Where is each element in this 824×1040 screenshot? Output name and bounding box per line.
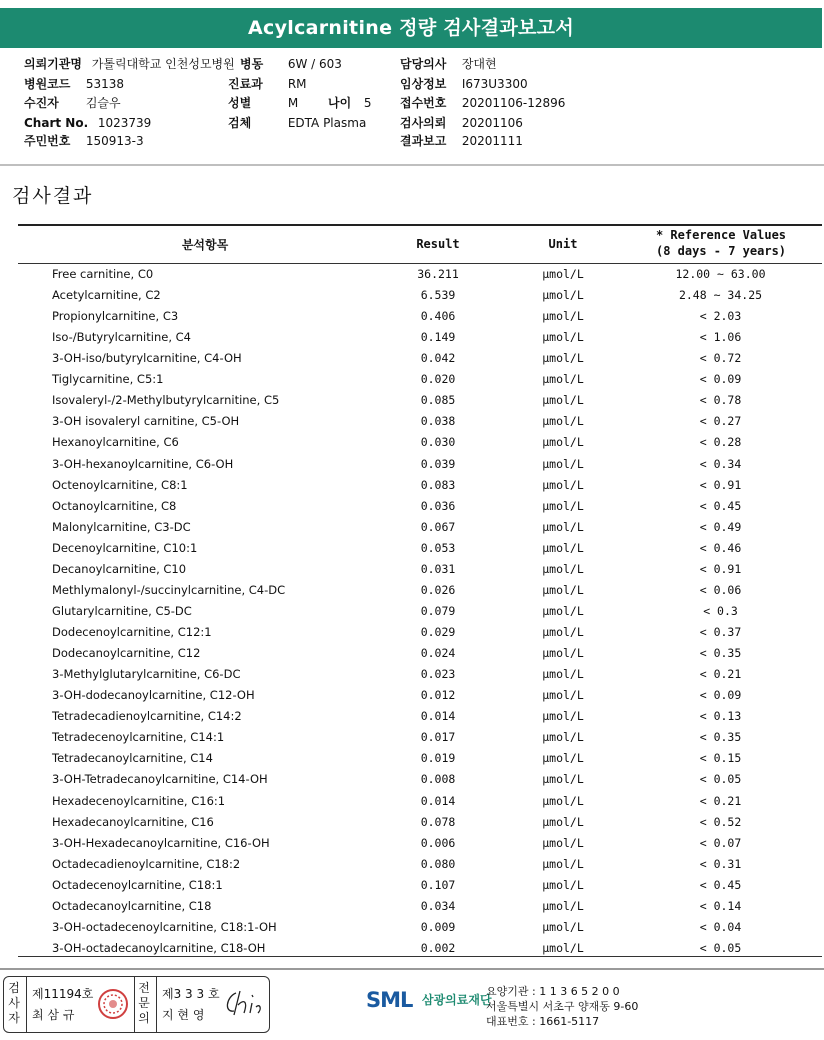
- analyte-name: Malonylcarnitine, C3-DC: [52, 519, 191, 534]
- unit-value: μmol/L: [542, 414, 584, 429]
- info-value: 가톨릭대학교 인천성모병원: [91, 57, 235, 71]
- analyte-name: Octanoylcarnitine, C8: [52, 498, 177, 513]
- header-item: 분석항목: [181, 238, 229, 252]
- result-value: 0.009: [420, 919, 456, 934]
- analyte-name: 3-OH-Tetradecanoylcarnitine, C14-OH: [52, 772, 268, 787]
- reference-value: < 0.46: [699, 540, 742, 555]
- reference-value: < 0.07: [699, 835, 742, 850]
- unit-value: μmol/L: [542, 625, 584, 640]
- result-value: 0.067: [420, 519, 456, 534]
- logo-text: SML: [366, 988, 413, 1012]
- institution-phone: 대표번호 : 1661-5117: [486, 1015, 600, 1028]
- info-label: 검체: [228, 116, 252, 130]
- reference-value: < 0.28: [699, 435, 742, 450]
- table-row: [18, 685, 822, 706]
- analyte-name: Tiglycarnitine, C5:1: [52, 372, 164, 387]
- unit-value: μmol/L: [542, 372, 584, 387]
- unit-value: μmol/L: [542, 919, 584, 934]
- info-value: 20201106: [461, 116, 523, 130]
- info-label: 성별: [228, 96, 252, 110]
- divider: [26, 977, 27, 1032]
- reference-value: < 0.15: [699, 751, 742, 766]
- reference-value: < 0.78: [699, 393, 742, 408]
- unit-value: μmol/L: [542, 267, 584, 281]
- result-value: 0.038: [420, 414, 456, 429]
- analyte-name: Hexadecenoylcarnitine, C16:1: [52, 793, 226, 808]
- reference-value: < 0.04: [699, 919, 742, 934]
- result-value: 0.406: [420, 309, 456, 324]
- table-row: [18, 727, 822, 748]
- unit-value: μmol/L: [542, 456, 584, 471]
- result-value: 0.008: [420, 772, 456, 787]
- info-value: 장대현: [461, 57, 497, 71]
- table-row: [18, 622, 822, 643]
- table-row: [18, 348, 822, 369]
- footer-divider: [0, 968, 824, 970]
- result-value: 0.017: [420, 730, 456, 745]
- specialist-number: 제3 3 3 호: [162, 987, 220, 1001]
- info-request-date: [400, 116, 523, 130]
- info-sex: [228, 96, 298, 110]
- institution-code: 요양기관 : 1 1 3 6 5 2 0 0: [486, 985, 620, 998]
- table-row: [18, 748, 822, 769]
- reference-value: < 0.45: [699, 498, 742, 513]
- unit-value: μmol/L: [542, 288, 584, 303]
- analyte-name: Hexanoylcarnitine, C6: [52, 435, 179, 450]
- header-ref-line2: (8 days - 7 years): [655, 244, 787, 258]
- specialist-name: 지 현 영: [162, 1008, 205, 1022]
- unit-value: μmol/L: [542, 477, 584, 492]
- result-value: 0.014: [420, 709, 456, 724]
- info-value: 6W / 603: [287, 57, 342, 71]
- analyte-name: Octadecadienoylcarnitine, C18:2: [52, 856, 241, 871]
- table-row: [18, 664, 822, 685]
- result-value: 36.211: [417, 267, 459, 281]
- analyte-name: Octadecenoylcarnitine, C18:1: [52, 877, 223, 892]
- analyte-name: Iso-/Butyrylcarnitine, C4: [52, 330, 191, 345]
- result-value: 0.026: [420, 582, 456, 597]
- info-label: 임상정보: [400, 77, 447, 91]
- unit-value: μmol/L: [542, 688, 584, 703]
- vertical-char: 문: [138, 996, 150, 1010]
- unit-value: μmol/L: [542, 603, 584, 618]
- unit-value: μmol/L: [542, 330, 584, 345]
- sml-logo: [366, 988, 492, 1012]
- info-label: 병동: [240, 57, 264, 71]
- unit-value: μmol/L: [542, 709, 584, 724]
- institution-address: 서울특별시 서초구 양재동 9-60: [486, 1000, 639, 1013]
- analyte-name: Dodecanoylcarnitine, C12: [52, 646, 201, 661]
- examiner-name: 최 삼 규: [32, 1008, 75, 1022]
- unit-value: μmol/L: [542, 646, 584, 661]
- result-value: 0.083: [420, 477, 456, 492]
- info-value: M: [287, 96, 299, 110]
- reference-value: < 0.45: [699, 877, 742, 892]
- unit-value: μmol/L: [542, 877, 584, 892]
- vertical-char: 자: [8, 1011, 20, 1025]
- unit-value: μmol/L: [542, 751, 584, 766]
- result-value: 0.079: [420, 603, 456, 618]
- reference-value: 2.48 ~ 34.25: [678, 288, 763, 303]
- info-label: 접수번호: [400, 96, 447, 110]
- table-row: [18, 706, 822, 727]
- table-row: [18, 791, 822, 812]
- reference-value: 12.00 ~ 63.00: [675, 267, 766, 281]
- section-title: 검사결과: [12, 185, 94, 207]
- analyte-name: Acetylcarnitine, C2: [52, 288, 161, 303]
- info-value: 김슬우: [85, 96, 121, 110]
- result-value: 0.042: [420, 351, 456, 366]
- info-value: 1023739: [97, 116, 152, 130]
- unit-value: μmol/L: [542, 793, 584, 808]
- unit-value: μmol/L: [542, 435, 584, 450]
- institution-info: [486, 984, 638, 1029]
- divider: [0, 164, 824, 166]
- reference-value: < 0.3: [703, 603, 738, 618]
- unit-value: μmol/L: [542, 772, 584, 787]
- info-receipt-no: [400, 96, 565, 110]
- header-ref-line1: * Reference Values: [655, 228, 787, 242]
- table-row: [18, 496, 822, 517]
- reference-value: < 0.06: [699, 582, 742, 597]
- analyte-name: 3-OH isovaleryl carnitine, C5-OH: [52, 414, 240, 429]
- analyte-name: 3-OH-Hexadecanoylcarnitine, C16-OH: [52, 835, 270, 850]
- reference-value: < 0.31: [699, 856, 742, 871]
- info-hospital: [24, 57, 235, 71]
- result-value: 0.036: [420, 498, 456, 513]
- analyte-name: Dodecenoylcarnitine, C12:1: [52, 625, 212, 640]
- table-row: [18, 580, 822, 601]
- info-value: 150913-3: [85, 134, 144, 148]
- analyte-name: Methlymalonyl-/succinylcarnitine, C4-DC: [52, 582, 286, 597]
- reference-value: < 0.13: [699, 709, 742, 724]
- unit-value: μmol/L: [542, 519, 584, 534]
- analyte-name: Hexadecanoylcarnitine, C16: [52, 814, 214, 829]
- analyte-name: 3-Methylglutarylcarnitine, C6-DC: [52, 667, 241, 682]
- table-row: [18, 917, 822, 938]
- reference-value: < 0.21: [699, 667, 742, 682]
- reference-value: < 0.37: [699, 625, 742, 640]
- result-value: 0.085: [420, 393, 456, 408]
- analyte-name: Propionylcarnitine, C3: [52, 309, 179, 324]
- info-clinical: [400, 77, 528, 91]
- table-row: [18, 517, 822, 538]
- info-label: 검사의뢰: [400, 116, 447, 130]
- report-title: Acylcarnitine 정량 검사결과보고서: [0, 8, 822, 48]
- info-age: [328, 96, 371, 110]
- result-value: 0.020: [420, 372, 456, 387]
- reference-value: < 0.91: [699, 561, 742, 576]
- unit-value: μmol/L: [542, 561, 584, 576]
- info-value: EDTA Plasma: [287, 116, 367, 130]
- analyte-name: 3-OH-octadecanoylcarnitine, C18-OH: [52, 940, 266, 955]
- info-label: 진료과: [228, 77, 263, 91]
- signature-icon: [222, 987, 264, 1019]
- info-physician: [400, 57, 497, 71]
- info-value: 20201111: [461, 134, 523, 148]
- info-label: 주민번호: [24, 134, 71, 148]
- info-label: 나이: [328, 96, 352, 110]
- analyte-name: Isovaleryl-/2-Methylbutyrylcarnitine, C5: [52, 393, 280, 408]
- divider: [134, 977, 135, 1032]
- vertical-char: 전: [138, 981, 150, 995]
- analyte-name: Free carnitine, C0: [52, 267, 154, 281]
- table-row: [18, 538, 822, 559]
- table-row: [18, 390, 822, 411]
- table-row: [18, 327, 822, 348]
- unit-value: μmol/L: [542, 730, 584, 745]
- unit-value: μmol/L: [542, 309, 584, 324]
- info-hospital-code: [24, 77, 124, 91]
- table-row: [18, 285, 822, 306]
- result-value: 0.030: [420, 435, 456, 450]
- table-row: [18, 559, 822, 580]
- table-row: [18, 432, 822, 453]
- reference-value: < 0.27: [699, 414, 742, 429]
- reference-value: < 0.52: [699, 814, 742, 829]
- table-row: [18, 475, 822, 496]
- result-value: 0.029: [420, 625, 456, 640]
- info-value: RM: [287, 77, 307, 91]
- info-ward: [240, 57, 342, 71]
- table-row: [18, 875, 822, 896]
- divider: [156, 977, 157, 1032]
- table-row: [18, 264, 822, 285]
- result-value: 0.031: [420, 561, 456, 576]
- info-specimen: [228, 116, 366, 130]
- table-bottom-rule: [18, 956, 822, 957]
- result-value: 0.078: [420, 814, 456, 829]
- table-top-rule: [18, 224, 822, 226]
- unit-value: μmol/L: [542, 667, 584, 682]
- table-row: [18, 601, 822, 622]
- unit-value: μmol/L: [542, 856, 584, 871]
- reference-value: < 0.91: [699, 477, 742, 492]
- examiner-vertical-label: [7, 981, 21, 1026]
- analyte-name: Tetradecenoylcarnitine, C14:1: [52, 730, 225, 745]
- examiner-number: 제11194호: [32, 987, 94, 1001]
- unit-value: μmol/L: [542, 498, 584, 513]
- vertical-char: 검: [8, 981, 20, 995]
- analyte-name: Glutarylcarnitine, C5-DC: [52, 603, 192, 618]
- result-value: 0.053: [420, 540, 456, 555]
- table-row: [18, 854, 822, 875]
- result-value: 0.012: [420, 688, 456, 703]
- reference-value: < 0.35: [699, 646, 742, 661]
- table-row: [18, 769, 822, 790]
- unit-value: μmol/L: [542, 540, 584, 555]
- result-value: 0.014: [420, 793, 456, 808]
- reference-value: < 1.06: [699, 330, 742, 345]
- result-value: 0.024: [420, 646, 456, 661]
- analyte-name: Octadecanoylcarnitine, C18: [52, 898, 212, 913]
- analyte-name: 3-OH-octadecenoylcarnitine, C18:1-OH: [52, 919, 277, 934]
- table-row: [18, 369, 822, 390]
- info-label: 결과보고: [400, 134, 447, 148]
- result-value: 0.080: [420, 856, 456, 871]
- result-value: 6.539: [420, 288, 456, 303]
- reference-value: < 0.35: [699, 730, 742, 745]
- info-value: I673U3300: [461, 77, 528, 91]
- info-value: 5: [363, 96, 372, 110]
- seal-stamp-icon: [96, 985, 130, 1023]
- unit-value: μmol/L: [542, 898, 584, 913]
- result-value: 0.006: [420, 835, 456, 850]
- reference-value: < 0.21: [699, 793, 742, 808]
- reference-value: < 0.09: [699, 372, 742, 387]
- info-patient: [24, 96, 121, 110]
- reference-value: < 0.34: [699, 456, 742, 471]
- table-row: [18, 454, 822, 475]
- table-row: [18, 411, 822, 432]
- result-value: 0.149: [420, 330, 456, 345]
- analyte-name: Tetradecanoylcarnitine, C14: [52, 751, 213, 766]
- result-value: 0.002: [420, 940, 456, 955]
- reference-value: < 0.72: [699, 351, 742, 366]
- result-value: 0.019: [420, 751, 456, 766]
- reference-value: < 0.05: [699, 772, 742, 787]
- result-value: 0.034: [420, 898, 456, 913]
- unit-value: μmol/L: [542, 835, 584, 850]
- unit-value: μmol/L: [542, 940, 584, 955]
- unit-value: μmol/L: [542, 393, 584, 408]
- foundation-name: 삼광의료재단: [421, 993, 492, 1007]
- info-resident-no: [24, 134, 144, 148]
- analyte-name: Decenoylcarnitine, C10:1: [52, 540, 198, 555]
- analyte-name: Decanoylcarnitine, C10: [52, 561, 187, 576]
- analyte-name: 3-OH-iso/butyrylcarnitine, C4-OH: [52, 351, 242, 366]
- result-value: 0.023: [420, 667, 456, 682]
- table-row: [18, 812, 822, 833]
- info-label: 담당의사: [400, 57, 447, 71]
- header-unit: Unit: [548, 237, 578, 251]
- analyte-name: 3-OH-dodecanoylcarnitine, C12-OH: [52, 688, 255, 703]
- vertical-char: 사: [8, 996, 20, 1010]
- analyte-name: Octenoylcarnitine, C8:1: [52, 477, 188, 492]
- table-row: [18, 643, 822, 664]
- info-department: [228, 77, 307, 91]
- info-label: 병원코드: [24, 77, 71, 91]
- info-label: 수진자: [24, 96, 59, 110]
- table-row: [18, 306, 822, 327]
- reference-value: < 0.09: [699, 688, 742, 703]
- reference-value: < 0.05: [699, 940, 742, 955]
- result-value: 0.107: [420, 877, 456, 892]
- unit-value: μmol/L: [542, 582, 584, 597]
- info-value: 20201106-12896: [461, 96, 566, 110]
- header-result: Result: [416, 237, 460, 251]
- info-report-date: [400, 134, 523, 148]
- table-row: [18, 833, 822, 854]
- info-value: 53138: [85, 77, 125, 91]
- analyte-name: 3-OH-hexanoylcarnitine, C6-OH: [52, 456, 234, 471]
- table-row: [18, 896, 822, 917]
- vertical-char: 의: [138, 1011, 150, 1025]
- info-label: 의뢰기관명: [24, 57, 82, 71]
- analyte-name: Tetradecadienoylcarnitine, C14:2: [52, 709, 242, 724]
- unit-value: μmol/L: [542, 814, 584, 829]
- reference-value: < 2.03: [699, 309, 742, 324]
- reference-value: < 0.49: [699, 519, 742, 534]
- info-chart-no: [24, 116, 151, 130]
- info-label: Chart No.: [24, 116, 89, 130]
- unit-value: μmol/L: [542, 351, 584, 366]
- reference-value: < 0.14: [699, 898, 742, 913]
- specialist-vertical-label: [137, 981, 151, 1026]
- signature-box: [3, 976, 270, 1033]
- result-value: 0.039: [420, 456, 456, 471]
